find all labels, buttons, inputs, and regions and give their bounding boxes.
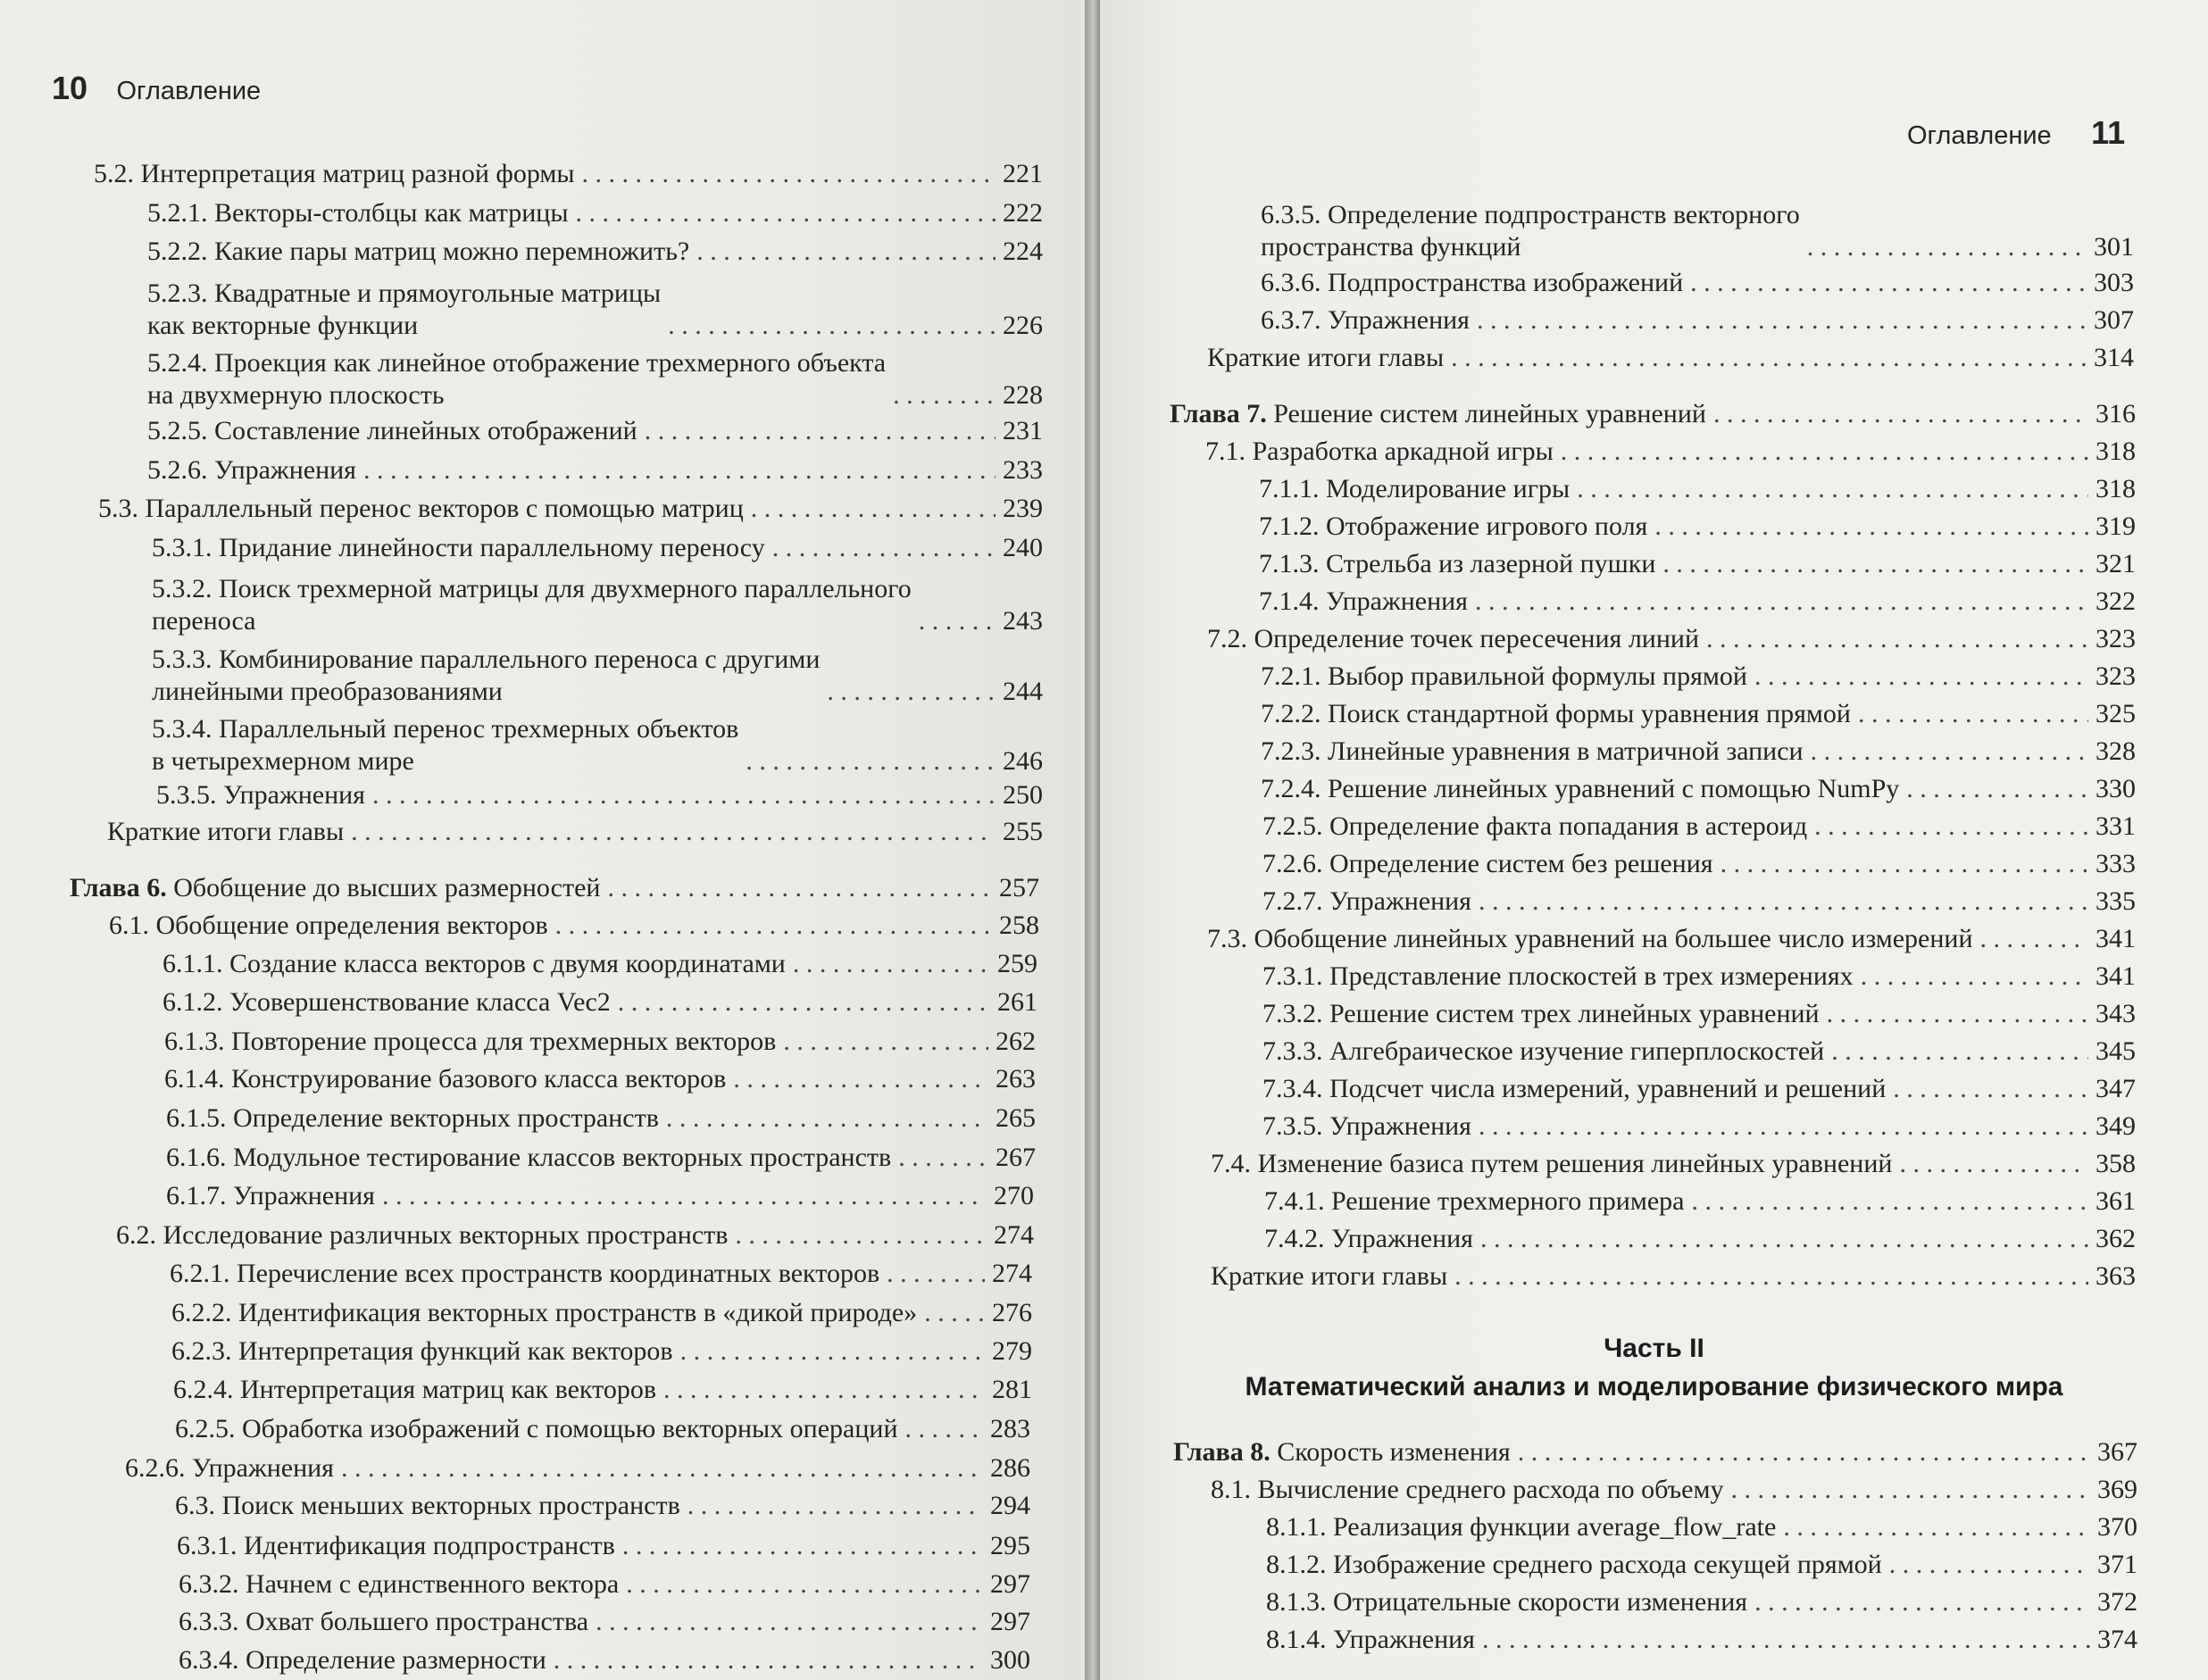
toc-page-number: 314 — [2094, 343, 2134, 372]
toc-page-number: 243 — [1003, 606, 1043, 636]
toc-page-number: 286 — [990, 1453, 1030, 1483]
toc-entry — [1259, 549, 2136, 579]
toc-entry-title: 6.3.5. Определение подпространств векторного — [1261, 200, 1800, 229]
dot-leader — [1814, 811, 2088, 842]
toc-page-number: 369 — [2097, 1475, 2137, 1504]
dot-leader — [1827, 999, 2088, 1029]
toc-entry-title: 7.3.3. Алгебраическое изучение гиперплоскостей — [1262, 1036, 1825, 1066]
toc-entry-title: Краткие итоги главы — [1207, 343, 1445, 372]
toc-page-number: 341 — [2096, 924, 2136, 953]
toc-entry-title-continued: пространства функций — [1261, 232, 1521, 262]
toc-entry — [1261, 699, 2136, 729]
toc-page-number: 371 — [2097, 1550, 2137, 1579]
toc-entry-title: 7.2.5. Определение факта попадания в астероид — [1262, 811, 1808, 841]
toc-page-number: 335 — [2096, 886, 2136, 916]
toc-entry-title: 6.2.1. Перечисление всех пространств координатных векторов — [170, 1259, 880, 1288]
toc-page-number: 303 — [2094, 268, 2134, 297]
toc-entry-title: 5.2.1. Векторы-столбцы как матрицы — [147, 198, 569, 228]
toc-page-number: 224 — [1003, 237, 1043, 266]
toc-entry-title: 7.1.1. Моделирование игры — [1259, 474, 1571, 503]
toc-page-number: 274 — [994, 1220, 1034, 1250]
toc-entry-title: 6.1.7. Упражнения — [166, 1181, 375, 1210]
toc-page-number: 297 — [990, 1569, 1030, 1599]
toc-entry-title: 7.4. Изменение базиса путем решения линейных уравнений — [1211, 1149, 1893, 1178]
toc-entry-title: 7.2.2. Поиск стандартной формы уравнения прямой — [1261, 699, 1851, 728]
toc-entry-title: 7.2.3. Линейные уравнения в матричной записи — [1261, 736, 1804, 766]
toc-entry — [1262, 1111, 2136, 1142]
toc-entry — [1211, 1475, 2137, 1505]
toc-entry-title: 6.1.6. Модульное тестирование классов векторных пространств — [166, 1143, 892, 1172]
toc-entry-title: 5.3. Параллельный перенос векторов с помощью матриц — [98, 494, 744, 523]
toc-entry — [1211, 1149, 2136, 1179]
toc-entry-title: 8.1.2. Изображение среднего расхода секущей прямой — [1266, 1550, 1882, 1579]
toc-page-number: 221 — [1003, 159, 1043, 188]
toc-entry — [1207, 924, 2136, 954]
toc-entry — [1259, 511, 2136, 542]
toc-entry — [1262, 886, 2136, 917]
toc-page-number: 262 — [996, 1027, 1036, 1056]
toc-entry — [1207, 343, 2134, 373]
toc-page-number: 233 — [1003, 455, 1043, 485]
toc-entry-title: 7.2.6. Определение систем без решения — [1262, 849, 1713, 878]
right-header-title: Оглавление — [1907, 121, 2052, 150]
dot-leader — [1561, 437, 2088, 467]
toc-entry-title: 7.4.1. Решение трехмерного примера — [1264, 1186, 1685, 1216]
toc-entry — [1261, 661, 2136, 692]
toc-entry-title: 6.1.3. Повторение процесса для трехмерных векторов — [164, 1027, 777, 1056]
dot-leader — [1906, 774, 2088, 804]
left-header-title: Оглавление — [116, 77, 262, 105]
toc-entry-title: 6.3. Поиск меньших векторных пространств — [175, 1491, 680, 1520]
toc-entry-title: 6.3.2. Начнем с единственного вектора — [179, 1569, 620, 1599]
toc-page-number: 316 — [2096, 399, 2136, 428]
toc-entry-title-continued: как векторные функции — [147, 311, 419, 340]
toc-entry-title: 5.3.2. Поиск трехмерной матрицы для двухмерного параллельного — [152, 574, 912, 603]
dot-leader — [1662, 549, 2088, 579]
toc-entry-title: 8.1.3. Отрицательные скорости изменения — [1266, 1587, 1748, 1617]
toc-entry — [1261, 736, 2136, 767]
dot-leader — [1479, 1111, 2088, 1142]
toc-entry-title: Скорость изменения — [1277, 1437, 1511, 1467]
toc-page-number: 319 — [2096, 511, 2136, 541]
toc-page-number: 226 — [1003, 311, 1043, 340]
toc-entry-title: 6.3.1. Идентификация подпространств — [177, 1531, 615, 1560]
dot-leader — [1479, 886, 2088, 917]
toc-entry-title: 5.2.4. Проекция как линейное отображение трехмерного объекта — [147, 348, 887, 378]
left-page-number: 10 — [52, 70, 88, 106]
toc-entry-title: 5.3.5. Упражнения — [156, 780, 365, 810]
dot-leader — [1754, 1587, 2090, 1618]
toc-page-number: 257 — [999, 873, 1039, 902]
toc-entry-title-continued: в четырехмерном мире — [152, 746, 414, 776]
toc-page-number: 347 — [2096, 1074, 2136, 1103]
toc-entry — [1264, 1186, 2136, 1217]
toc-page-number: 276 — [992, 1298, 1032, 1327]
toc-entry — [1173, 1437, 2137, 1468]
toc-page-number: 318 — [2096, 437, 2136, 466]
toc-page-number: 341 — [2096, 961, 2136, 991]
toc-page-number: 358 — [2096, 1149, 2136, 1178]
toc-entry-title: 6.1.5. Определение векторных пространств — [166, 1103, 659, 1133]
toc-entry — [1207, 624, 2136, 654]
dot-leader — [1691, 1186, 2088, 1217]
toc-entry-title: 5.2.6. Упражнения — [147, 455, 356, 485]
toc-entry-title-continued: линейными преобразованиями — [152, 677, 503, 706]
toc-entry-title: 8.1.4. Упражнения — [1266, 1625, 1475, 1654]
toc-entry — [1259, 474, 2136, 504]
part-label: Часть II — [1604, 1334, 1704, 1363]
toc-entry — [1266, 1550, 2137, 1580]
toc-page-number: 265 — [996, 1103, 1036, 1133]
toc-page-number: 279 — [992, 1336, 1032, 1366]
toc-page-number: 361 — [2096, 1186, 2136, 1216]
toc-entry-title: 8.1. Вычисление среднего расхода по объему — [1211, 1475, 1724, 1504]
toc-page-number: 372 — [2097, 1587, 2137, 1617]
toc-entry — [1262, 811, 2136, 842]
toc-page-number: 270 — [994, 1181, 1034, 1210]
toc-entry — [1266, 1625, 2137, 1655]
dot-leader — [1454, 1261, 2088, 1292]
dot-leader — [1654, 511, 2088, 542]
toc-entry — [1261, 268, 2134, 298]
toc-page-number: 333 — [2096, 849, 2136, 878]
toc-page-number: 325 — [2096, 699, 2136, 728]
toc-entry-title: 7.3.2. Решение систем трех линейных уравнений — [1262, 999, 1820, 1028]
dot-leader — [1730, 1475, 2090, 1505]
toc-entry-title: 6.2. Исследование различных векторных пространств — [116, 1220, 729, 1250]
dot-leader — [1451, 343, 2087, 373]
toc-entry — [1266, 1587, 2137, 1618]
toc-entry — [1262, 849, 2136, 879]
toc-page-number: 374 — [2097, 1625, 2137, 1654]
toc-page-number: 318 — [2096, 474, 2136, 503]
toc-page-number: 263 — [996, 1064, 1036, 1094]
dot-leader — [1858, 699, 2088, 729]
dot-leader — [1480, 1224, 2088, 1254]
toc-page-number: 343 — [2096, 999, 2136, 1028]
dot-leader — [1783, 1512, 2090, 1543]
toc-entry — [1262, 961, 2136, 992]
toc-entry-title: 7.2.1. Выбор правильной формулы прямой — [1261, 661, 1747, 691]
toc-page-number: 321 — [2096, 549, 2136, 578]
toc-page-number: 255 — [1003, 817, 1043, 846]
toc-page-number: 222 — [1003, 198, 1043, 228]
dot-leader — [1477, 305, 2087, 336]
toc-entry-title: Краткие итоги главы — [1211, 1261, 1448, 1291]
toc-entry — [1266, 1512, 2137, 1543]
dot-leader — [1713, 399, 2088, 429]
toc-entry-title: 6.2.6. Упражнения — [125, 1453, 334, 1483]
toc-entry-title: 5.2.2. Какие пары матриц можно перемножить? — [147, 237, 690, 266]
dot-leader — [1831, 1036, 2088, 1067]
toc-entry-title: 6.2.5. Обработка изображений с помощью векторных операций — [175, 1414, 898, 1443]
toc-entry — [1170, 399, 2136, 429]
dot-leader — [1899, 1149, 2088, 1179]
toc-entry-title: 7.2. Определение точек пересечения линий — [1207, 624, 1700, 653]
toc-entry-title: 7.1. Разработка аркадной игры — [1205, 437, 1554, 466]
toc-entry-title: 5.2. Интерпретация матриц разной формы — [94, 159, 575, 188]
dot-leader — [1475, 586, 2088, 617]
toc-page-number: 228 — [1003, 380, 1043, 410]
right-page-number: 11 — [2091, 114, 2126, 151]
toc-entry-title: 6.3.6. Подпространства изображений — [1261, 268, 1684, 297]
dot-leader — [1690, 268, 2087, 298]
toc-entry-title: 5.3.3. Комбинирование параллельного переноса с другими — [152, 645, 821, 674]
toc-entry-title: 6.1. Обобщение определения векторов — [109, 911, 548, 940]
toc-entry — [1261, 774, 2136, 804]
toc-entry — [1261, 305, 2134, 336]
toc-entry-title: 7.2.4. Решение линейных уравнений с помощью NumPy — [1261, 774, 1900, 803]
toc-entry-title: Краткие итоги главы — [107, 817, 345, 846]
dot-leader — [1889, 1550, 2090, 1580]
toc-entry-title: Решение систем линейных уравнений — [1273, 399, 1706, 428]
toc-page-number: 261 — [997, 987, 1037, 1017]
toc-entry-title: 6.2.2. Идентификация векторных пространств в «дикой природе» — [171, 1298, 918, 1327]
toc-entry-title-continued: переноса — [152, 606, 256, 636]
toc-entry-title: 5.2.5. Составление линейных отображений — [147, 416, 637, 445]
toc-page-number: 363 — [2096, 1261, 2136, 1291]
toc-entry — [1262, 1074, 2136, 1104]
toc-page-number: 307 — [2094, 305, 2134, 335]
toc-page-number: 331 — [2096, 811, 2136, 841]
toc-entry — [1211, 1261, 2136, 1292]
dot-leader — [1811, 736, 2088, 767]
part-title: Математический анализ и моделирование физического мира — [1245, 1372, 2063, 1401]
toc-page-number: 267 — [996, 1143, 1036, 1172]
toc-entry — [1262, 999, 2136, 1029]
toc-page-number: 283 — [990, 1414, 1030, 1443]
toc-entry — [1264, 1224, 2136, 1254]
toc-page-number: 274 — [992, 1259, 1032, 1288]
toc-page-number: 367 — [2097, 1437, 2137, 1467]
toc-entry-title: 6.1.4. Конструирование базового класса векторов — [164, 1064, 727, 1094]
toc-page-number: 323 — [2096, 661, 2136, 691]
toc-page-number: 322 — [2096, 586, 2136, 616]
toc-page-number: 297 — [990, 1607, 1030, 1636]
dot-leader — [1577, 474, 2088, 504]
toc-entry-title: 5.3.4. Параллельный перенос трехмерных объектов — [152, 714, 739, 744]
dot-leader — [1721, 849, 2088, 879]
toc-page-number: 301 — [2094, 232, 2134, 262]
toc-page-number: 281 — [992, 1375, 1032, 1404]
toc-page-number: 323 — [2096, 624, 2136, 653]
toc-entry-title: 7.3.1. Представление плоскостей в трех измерениях — [1262, 961, 1854, 991]
dot-leader — [1754, 661, 2088, 692]
toc-entry-title: 6.2.3. Интерпретация функций как векторов — [171, 1336, 673, 1366]
dot-leader — [1980, 924, 2088, 954]
chapter-number: Глава 8. — [1173, 1437, 1271, 1467]
toc-entry-title: 7.2.7. Упражнения — [1262, 886, 1471, 916]
toc-page-number: 300 — [990, 1645, 1030, 1675]
toc-page-number: 246 — [1003, 746, 1043, 776]
toc-entry-title: Обобщение до высших размерностей — [173, 873, 601, 902]
toc-entry-title: 6.1.1. Создание класса векторов с двумя координатами — [162, 949, 786, 978]
toc-page-number: 244 — [1003, 677, 1043, 706]
toc-page-number: 345 — [2096, 1036, 2136, 1066]
toc-entry-title-continued: на двухмерную плоскость — [147, 380, 445, 410]
toc-page-number: 259 — [997, 949, 1037, 978]
toc-entry-title: 6.3.3. Охват большего пространства — [179, 1607, 589, 1636]
toc-page-number: 250 — [1003, 780, 1043, 810]
toc-entry — [1205, 437, 2136, 467]
dot-leader — [1482, 1625, 2090, 1655]
dot-leader — [1893, 1074, 2088, 1104]
toc-entry — [1259, 586, 2136, 617]
dot-leader — [1861, 961, 2088, 992]
toc-entry-title: 7.3.5. Упражнения — [1262, 1111, 1471, 1141]
toc-entry-title: 7.1.2. Отображение игрового поля — [1259, 511, 1648, 541]
toc-page-number: 330 — [2096, 774, 2136, 803]
toc-entry — [1261, 200, 2134, 262]
toc-page-number: 240 — [1003, 533, 1043, 562]
toc-entry-title: 6.2.4. Интерпретация матриц как векторов — [173, 1375, 656, 1404]
toc-page-number: 370 — [2097, 1512, 2137, 1542]
toc-entry-title: 6.3.4. Определение размерности — [179, 1645, 546, 1675]
toc-entry-title: 7.1.3. Стрельба из лазерной пушки — [1259, 549, 1656, 578]
toc-page-number: 258 — [999, 911, 1039, 940]
dot-leader — [1807, 232, 2087, 262]
chapter-number: Глава 7. — [1170, 399, 1267, 428]
toc-entry — [1262, 1036, 2136, 1067]
toc-page-number: 328 — [2096, 736, 2136, 766]
toc-entry-title: 8.1.1. Реализация функции average_flow_rate — [1266, 1512, 1777, 1542]
toc-page-number: 295 — [990, 1531, 1030, 1560]
toc-page-number: 362 — [2096, 1224, 2136, 1253]
toc-entry-title: 6.1.2. Усовершенствование класса Vec2 — [162, 987, 611, 1017]
toc-entry-title: 7.3.4. Подсчет числа измерений, уравнений и решений — [1262, 1074, 1887, 1103]
toc-entry-title: 5.2.3. Квадратные и прямоугольные матрицы — [147, 279, 662, 308]
toc-page-number: 294 — [990, 1491, 1030, 1520]
toc-entry-title: 7.3. Обобщение линейных уравнений на большее число измерений — [1207, 924, 1973, 953]
toc-page-number: 239 — [1003, 494, 1043, 523]
dot-leader — [1518, 1437, 2090, 1468]
toc-page-number: 349 — [2096, 1111, 2136, 1141]
toc-entry-title: 5.3.1. Придание линейности параллельному переносу — [152, 533, 765, 562]
toc-entry-title: 7.1.4. Упражнения — [1259, 586, 1468, 616]
toc-page-number: 231 — [1003, 416, 1043, 445]
toc-entry-title: 6.3.7. Упражнения — [1261, 305, 1470, 335]
chapter-number: Глава 6. — [70, 873, 167, 902]
dot-leader — [1706, 624, 2088, 654]
toc-entry-title: 7.4.2. Упражнения — [1264, 1224, 1473, 1253]
